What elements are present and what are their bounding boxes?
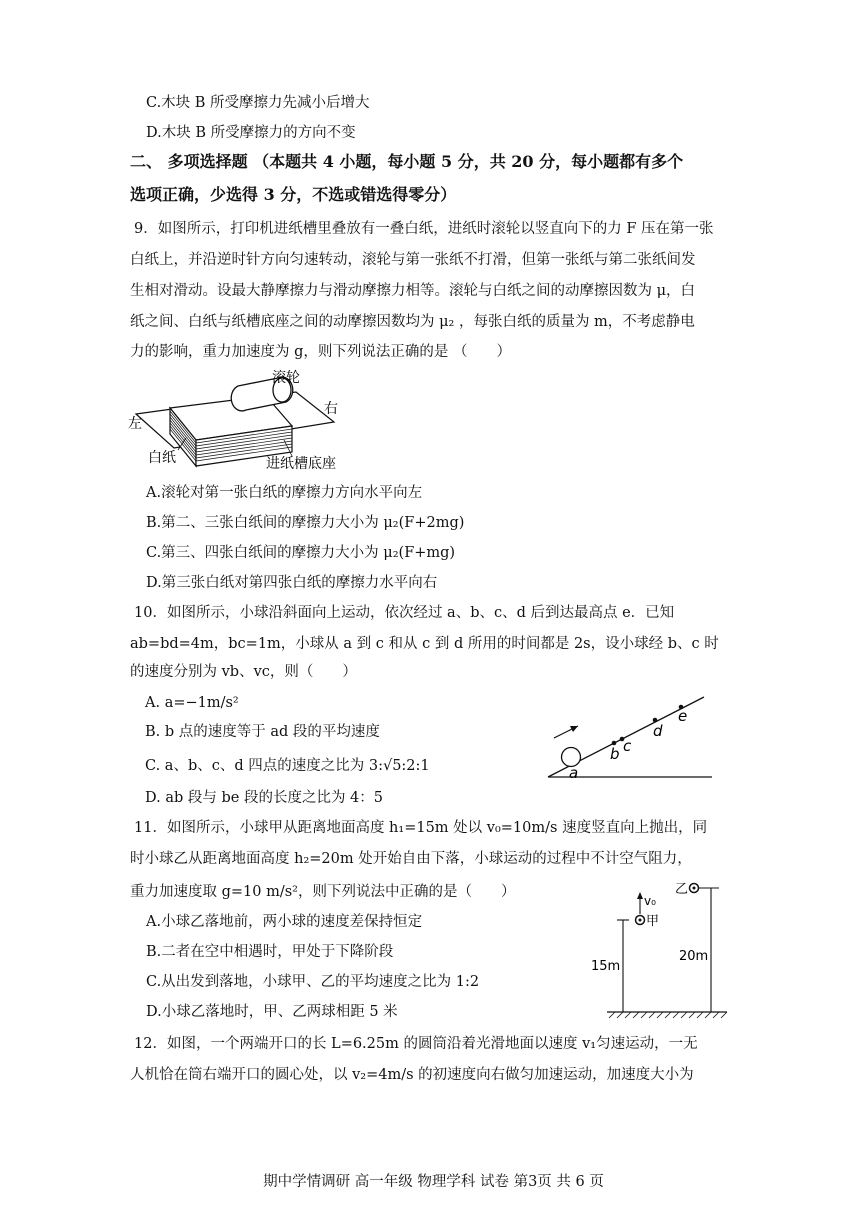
q10-option-a: A. a=−1m/s² bbox=[145, 695, 239, 711]
q9-option-b: B.第二、三张白纸间的摩擦力大小为 μ₂(F+2mg) bbox=[146, 515, 465, 531]
point-d-label: d bbox=[653, 722, 663, 740]
q9-stem-5: 力的影响，重力加速度为 g，则下列说法正确的是 （ ） bbox=[130, 344, 511, 360]
q9-stem-3: 生相对滑动。设最大静摩擦力与滑动摩擦力相等。滚轮与白纸之间的动摩擦因数为 μ，白 bbox=[130, 283, 696, 299]
base-label: 进纸槽底座 bbox=[266, 456, 336, 472]
ball-jia-label: 甲 bbox=[646, 914, 660, 929]
height-20m-label: 20m bbox=[679, 949, 709, 964]
q10-stem-2: ab=bd=4m，bc=1m，小球从 a 到 c 和从 c 到 d 所用的时间都是 2s，设小球经 b、c 时 bbox=[130, 636, 719, 652]
q10-stem-1: 10．如图所示，小球沿斜面向上运动，依次经过 a、b、c、d 后到达最高点 e．已知 bbox=[134, 605, 675, 621]
v0-label: v₀ bbox=[644, 894, 656, 908]
q12-stem-1: 12．如图，一个两端开口的长 L=6.25m 的圆筒沿着光滑地面以速度 v₁匀速运动，一无 bbox=[134, 1036, 698, 1052]
q9-stem-1: 9．如图所示，打印机进纸槽里叠放有一叠白纸，进纸时滚轮以竖直向下的力 F 压在第一张 bbox=[134, 221, 714, 237]
q10-option-c: C. a、b、c、d 四点的速度之比为 3:√5:2:1 bbox=[145, 758, 430, 774]
q10-option-d: D. ab 段与 be 段的长度之比为 4：5 bbox=[145, 790, 384, 806]
drop-figure bbox=[585, 874, 735, 1020]
q9-stem-2: 白纸上，并沿逆时针方向匀速转动，滚轮与第一张纸不打滑，但第一张纸与第二张纸间发 bbox=[130, 252, 696, 268]
q9-option-d: D.第三张白纸对第四张白纸的摩擦力水平向右 bbox=[146, 575, 438, 591]
q9-stem-4: 纸之间、白纸与纸槽底座之间的动摩擦因数均为 μ₂ ，每张白纸的质量为 m，不考虑静电 bbox=[130, 314, 695, 330]
page-footer: 期中学情调研 高一年级 物理学科 试卷 第3页 共 6 页 bbox=[263, 1174, 604, 1190]
point-a-label: a bbox=[569, 764, 579, 782]
point-c-label: c bbox=[623, 737, 632, 755]
q11-stem-1: 11．如图所示，小球甲从距离地面高度 h₁=15m 处以 v₀=10m/s 速度竖直向上抛出，同 bbox=[134, 820, 708, 836]
section-heading: 二、 多项选择题 （本题共 4 小题，每小题 5 分，共 20 分，每小题都有多个 bbox=[130, 152, 684, 171]
q11-option-d: D.小球乙落地时，甲、乙两球相距 5 米 bbox=[146, 1004, 398, 1020]
q8-option-c: C.木块 B 所受摩擦力先减小后增大 bbox=[146, 95, 370, 111]
ball-yi-label: 乙 bbox=[675, 882, 689, 897]
q11-stem-2: 时小球乙从距离地面高度 h₂=20m 处开始自由下落，小球运动的过程中不计空气阻力， bbox=[130, 851, 692, 867]
incline-figure bbox=[540, 688, 720, 784]
q10-stem-3: 的速度分别为 vb、vc，则（ ） bbox=[130, 664, 357, 680]
q11-stem-3: 重力加速度取 g=10 m/s²，则下列说法中正确的是（ ） bbox=[130, 884, 516, 900]
q11-option-c: C.从出发到落地，小球甲、乙的平均速度之比为 1:2 bbox=[146, 974, 480, 990]
q8-option-d: D.木块 B 所受摩擦力的方向不变 bbox=[146, 125, 356, 141]
point-e-label: e bbox=[678, 707, 688, 725]
q11-option-b: B.二者在空中相遇时，甲处于下降阶段 bbox=[146, 944, 394, 960]
q9-option-c: C.第三、四张白纸间的摩擦力大小为 μ₂(F+mg) bbox=[146, 545, 456, 561]
roller-label: 滚轮 bbox=[272, 370, 300, 386]
printer-figure bbox=[126, 364, 346, 480]
q12-stem-2: 人机恰在筒右端开口的圆心处，以 v₂=4m/s 的初速度向右做匀加速运动，加速度大小为 bbox=[130, 1067, 694, 1083]
section-heading-cont: 选项正确，少选得 3 分，不选或错选得零分） bbox=[130, 185, 457, 204]
point-b-label: b bbox=[610, 745, 620, 763]
paper-label: 白纸 bbox=[148, 450, 176, 466]
height-15m-label: 15m bbox=[591, 959, 621, 974]
q10-option-b: B. b 点的速度等于 ad 段的平均速度 bbox=[145, 724, 380, 740]
left-label: 左 bbox=[128, 416, 142, 432]
right-label: 右 bbox=[324, 401, 338, 417]
q11-option-a: A.小球乙落地前，两小球的速度差保持恒定 bbox=[146, 914, 423, 930]
q9-option-a: A.滚轮对第一张白纸的摩擦力方向水平向左 bbox=[146, 485, 423, 501]
